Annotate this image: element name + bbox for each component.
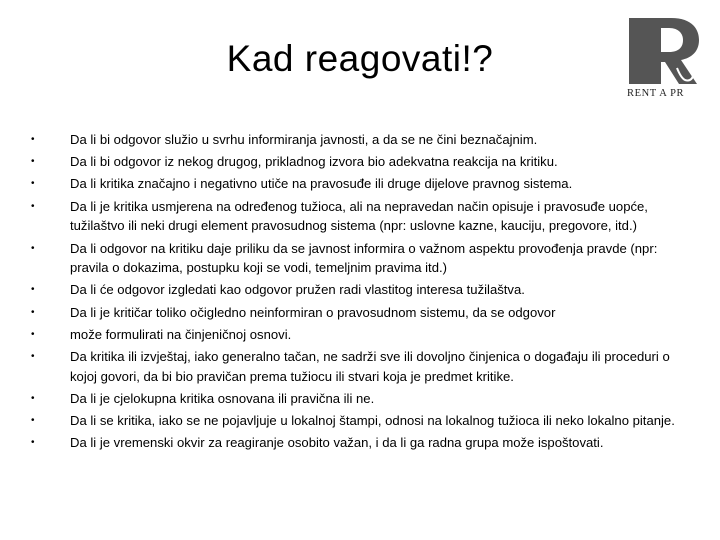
rent-a-pr-logo-icon xyxy=(627,16,705,102)
list-item-text: Da kritika ili izvještaj, iako generalno tačan, ne sadrži sve ili dovoljno činjenica o događaju ili proceduri o kojoj govori, da bi bio pravičan prema tužiocu ili stvari koja je predmet kritike. xyxy=(70,349,670,384)
bullet-icon: • xyxy=(31,392,35,404)
list-item xyxy=(30,130,690,150)
bullet-icon: • xyxy=(31,437,35,449)
list-item-text: može formulirati na činjeničnoj osnovi. xyxy=(70,326,292,342)
list-item-text: Da li je cjelokupna kritika osnovana ili pravična ili ne. xyxy=(70,390,375,406)
bullet-icon: • xyxy=(31,178,35,190)
list-item xyxy=(30,325,690,345)
list-item xyxy=(30,239,690,278)
list-item-text: Da li odgovor na kritiku daje priliku da se javnost informira o važnom aspektu provođenja pravde (npr: pravila o dokazima, postupku koji se vodi, temeljnim pravima itd.) xyxy=(70,240,658,276)
bullet-icon: • xyxy=(31,134,35,145)
slide-title: Kad reagovati!? xyxy=(226,38,494,79)
list-item xyxy=(30,411,690,431)
list-item xyxy=(30,152,690,172)
list-item-text: Da li je kritika usmjerena na određenog tužioca, ali na nepravedan način opisuje i pravosuđe uopće, tužilaštvo ili neki drugi element pravosudnog sistema (npr: uslovne kazne, kauciju, pregovore, itd.) xyxy=(70,198,648,234)
bullet-icon: • xyxy=(31,156,35,168)
list-item xyxy=(30,433,690,453)
list-item xyxy=(30,389,690,409)
bullet-icon: • xyxy=(31,200,35,212)
list-item xyxy=(30,174,690,194)
bullet-icon: • xyxy=(31,242,35,254)
list-item xyxy=(30,347,690,386)
logo-text: RENT A PR xyxy=(627,88,685,99)
list-item xyxy=(30,280,690,300)
bullet-icon: • xyxy=(31,284,35,296)
logo-graphic xyxy=(627,16,705,88)
bullet-icon: • xyxy=(31,351,35,363)
list-item xyxy=(30,303,690,323)
list-item-text: Da li bi odgovor iz nekog drugog, prikladnog izvora bio adekvatna reakcija na kritiku. xyxy=(70,154,558,170)
list-item-text: Da li će odgovor izgledati kao odgovor pružen radi vlastitog interesa tužilaštva. xyxy=(70,282,525,298)
bullet-list xyxy=(30,130,690,456)
list-item-text: Da li bi odgovor služio u svrhu informiranja javnosti, a da se ne čini beznačajnim. xyxy=(70,132,538,147)
list-item-text: Da li je kritičar toliko očigledno neinformiran o pravosudnom sistemu, da se odgovor xyxy=(70,304,556,320)
bullet-icon: • xyxy=(31,306,35,318)
list-item-text: Da li kritika značajno i negativno utiče na pravosuđe ili druge dijelove pravnog sistema. xyxy=(70,176,573,192)
bullet-icon: • xyxy=(31,415,35,427)
list-item xyxy=(30,197,690,236)
list-item-text: Da li je vremenski okvir za reagiranje osobito važan, i da li ga radna grupa može ispoštovati. xyxy=(70,435,604,451)
list-item-text: Da li se kritika, iako se ne pojavljuje u lokalnoj štampi, odnosi na lokalnog tužioca ili neko lokalno pitanje. xyxy=(70,413,675,429)
bullet-icon: • xyxy=(31,328,35,340)
